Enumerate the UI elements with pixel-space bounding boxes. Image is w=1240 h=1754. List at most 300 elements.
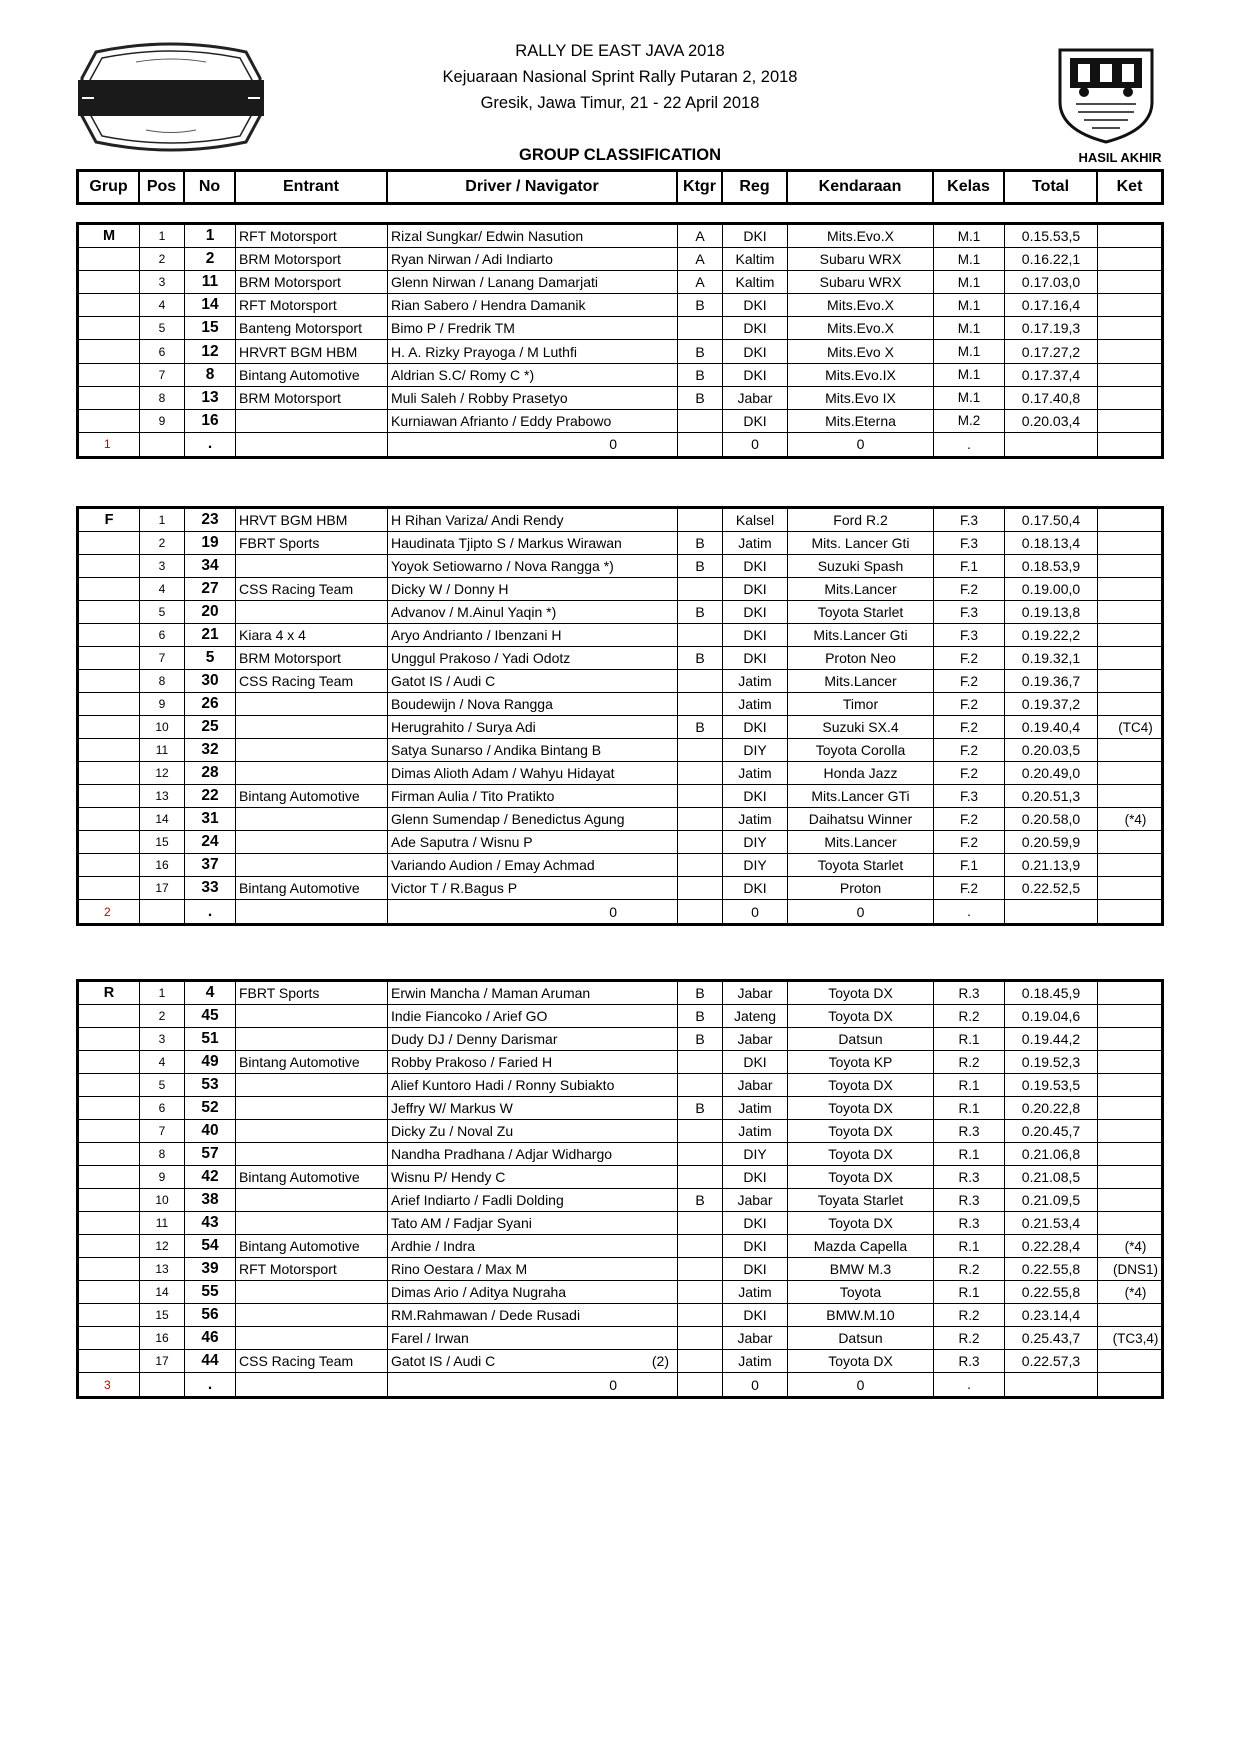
remarks-cell: (*4)	[1124, 1284, 1147, 1300]
driver-navigator-cell	[388, 1189, 678, 1211]
empty-cell	[140, 433, 185, 456]
group-label: M	[79, 225, 140, 247]
car-number-cell: 43	[185, 1212, 236, 1234]
empty-cell	[678, 900, 723, 923]
empty-cell	[678, 433, 723, 456]
total-time-cell: 0.21.08,5	[1005, 1166, 1098, 1188]
group-cell	[79, 831, 140, 853]
group-cell	[79, 555, 140, 577]
driver-navigator-text: Dimas Alioth Adam / Wahyu Hidayat	[391, 765, 615, 781]
vehicle-cell: Datsun	[788, 1327, 934, 1349]
category-cell	[678, 693, 723, 715]
class-cell: R.1	[934, 1028, 1005, 1050]
car-number-cell: 28	[185, 762, 236, 784]
class-cell: F.3	[934, 532, 1005, 554]
col-header-kelas: Kelas	[934, 172, 1005, 202]
region-cell: DIY	[723, 854, 788, 876]
class-cell: F.2	[934, 808, 1005, 830]
footer-reg-cell	[723, 1373, 788, 1396]
position-cell: 1	[140, 509, 185, 531]
footer-driver-cell	[388, 1373, 678, 1396]
region-cell: DKI	[723, 294, 788, 316]
group-cell	[79, 808, 140, 830]
footer-vehicle: 0	[856, 436, 865, 453]
car-number-cell: 38	[185, 1189, 236, 1211]
entrant-cell	[236, 854, 388, 876]
entrant-cell: HRVT BGM HBM	[236, 509, 388, 531]
entrant-cell	[236, 410, 388, 432]
driver-navigator-text: Ade Saputra / Wisnu P	[391, 834, 533, 850]
col-header-total: Total	[1005, 172, 1098, 202]
table-row	[79, 877, 1161, 900]
group-classification-heading: GROUP CLASSIFICATION	[519, 146, 721, 164]
footer-reg: 0	[751, 903, 759, 920]
driver-navigator-text: Gatot IS / Audi C	[391, 1353, 496, 1369]
remarks-cell	[1098, 647, 1161, 669]
class-cell: R.1	[934, 1074, 1005, 1096]
table-row	[79, 532, 1161, 555]
category-cell: A	[678, 248, 723, 270]
table-row	[79, 808, 1161, 831]
total-time-cell: 0.17.27,2	[1005, 340, 1098, 362]
total-time-cell: 0.25.43,7	[1005, 1327, 1098, 1349]
position-cell: 3	[140, 555, 185, 577]
group-cell	[79, 693, 140, 715]
position-cell: 6	[140, 624, 185, 646]
entrant-cell: Banteng Motorsport	[236, 317, 388, 339]
car-number-cell: 34	[185, 555, 236, 577]
vehicle-cell: Daihatsu Winner	[788, 808, 934, 830]
car-number-cell: 2	[185, 248, 236, 270]
driver-navigator-cell	[388, 1120, 678, 1142]
group-index-cell	[79, 433, 140, 456]
position-cell: 2	[140, 532, 185, 554]
category-cell: B	[678, 294, 723, 316]
class-cell: R.3	[934, 1189, 1005, 1211]
driver-navigator-text: Herugrahito / Surya Adi	[391, 719, 536, 735]
category-cell: B	[678, 1028, 723, 1050]
car-number-cell: 14	[185, 294, 236, 316]
footer-no-cell	[185, 433, 236, 456]
entrant-cell	[236, 1304, 388, 1326]
total-time-cell: 0.19.53,5	[1005, 1074, 1098, 1096]
category-cell: B	[678, 364, 723, 386]
entrant-cell: BRM Motorsport	[236, 271, 388, 293]
total-time-cell: 0.15.53,5	[1005, 225, 1098, 247]
driver-navigator-text: Yoyok Setiowarno / Nova Rangga *)	[391, 558, 614, 574]
footer-vehicle-cell	[788, 900, 934, 923]
group-label: R	[79, 982, 140, 1004]
driver-navigator-cell	[388, 1258, 678, 1280]
driver-navigator-text: Unggul Prakoso / Yadi Odotz	[391, 650, 571, 666]
entrant-cell: Kiara 4 x 4	[236, 624, 388, 646]
group-cell	[79, 785, 140, 807]
position-cell: 14	[140, 808, 185, 830]
class-cell: R.3	[934, 1350, 1005, 1372]
position-cell: 11	[140, 739, 185, 761]
group-cell	[79, 532, 140, 554]
car-number-cell: 1	[185, 225, 236, 247]
vehicle-cell: Mits.Lancer	[788, 578, 934, 600]
region-cell: Jabar	[723, 1074, 788, 1096]
car-number-cell: 45	[185, 1005, 236, 1027]
group-cell	[79, 248, 140, 270]
footer-vehicle-cell	[788, 1373, 934, 1396]
entrant-cell: Bintang Automotive	[236, 785, 388, 807]
table-row	[79, 1350, 1161, 1373]
table-row	[79, 982, 1161, 1005]
table-row	[79, 509, 1161, 532]
vehicle-cell: Proton	[788, 877, 934, 899]
position-cell: 9	[140, 693, 185, 715]
empty-cell	[140, 900, 185, 923]
car-number-cell: 21	[185, 624, 236, 646]
empty-cell	[1005, 900, 1098, 923]
footer-class: .	[967, 436, 971, 452]
remarks-cell	[1098, 294, 1161, 316]
category-cell: B	[678, 1189, 723, 1211]
remarks-cell	[1098, 762, 1161, 784]
remarks-cell	[1098, 578, 1161, 600]
driver-navigator-cell	[388, 982, 678, 1004]
driver-navigator-cell	[388, 317, 678, 339]
car-number-cell: 52	[185, 1097, 236, 1119]
event-title: RALLY DE EAST JAVA 2018	[515, 42, 725, 60]
category-cell: B	[678, 716, 723, 738]
car-number-cell: 55	[185, 1281, 236, 1303]
vehicle-cell: Toyota DX	[788, 1097, 934, 1119]
remarks-cell	[1098, 1166, 1161, 1188]
total-time-cell: 0.23.14,4	[1005, 1304, 1098, 1326]
table-row	[79, 1258, 1161, 1281]
category-cell	[678, 739, 723, 761]
category-cell	[678, 317, 723, 339]
remarks-cell	[1098, 1120, 1161, 1142]
class-cell: F.1	[934, 555, 1005, 577]
remarks-cell	[1098, 785, 1161, 807]
vehicle-cell: Mits.Eterna	[788, 410, 934, 432]
position-cell: 7	[140, 1120, 185, 1142]
class-cell: F.2	[934, 762, 1005, 784]
group-cell	[79, 410, 140, 432]
car-number-cell: 49	[185, 1051, 236, 1073]
car-number-cell: 46	[185, 1327, 236, 1349]
group-cell	[79, 1097, 140, 1119]
entrant-cell: Bintang Automotive	[236, 1166, 388, 1188]
category-cell	[678, 1143, 723, 1165]
class-cell: F.2	[934, 716, 1005, 738]
driver-navigator-cell	[388, 1143, 678, 1165]
entrant-cell	[236, 1120, 388, 1142]
category-cell: B	[678, 387, 723, 409]
position-cell: 10	[140, 716, 185, 738]
car-number-cell: 54	[185, 1235, 236, 1257]
class-cell: F.3	[934, 785, 1005, 807]
group-cell	[79, 387, 140, 409]
table-row	[79, 248, 1161, 271]
region-cell: DIY	[723, 1143, 788, 1165]
region-cell: Jatim	[723, 808, 788, 830]
region-cell: DKI	[723, 601, 788, 623]
driver-navigator-text: Jeffry W/ Markus W	[391, 1100, 513, 1116]
driver-navigator-cell	[388, 1235, 678, 1257]
table-row	[79, 1212, 1161, 1235]
driver-navigator-cell	[388, 831, 678, 853]
remarks-cell: (*4)	[1124, 1238, 1147, 1254]
position-cell: 15	[140, 1304, 185, 1326]
total-time-cell: 0.20.45,7	[1005, 1120, 1098, 1142]
total-time-cell: 0.19.40,4	[1005, 716, 1098, 738]
category-cell	[678, 1212, 723, 1234]
class-cell: F.2	[934, 647, 1005, 669]
total-time-cell: 0.20.51,3	[1005, 785, 1098, 807]
remarks-cell	[1098, 739, 1161, 761]
group-cell	[79, 647, 140, 669]
car-number-cell: 33	[185, 877, 236, 899]
position-cell: 17	[140, 877, 185, 899]
driver-navigator-cell	[388, 762, 678, 784]
driver-navigator-text: Victor T / R.Bagus P	[391, 880, 518, 896]
entrant-cell: RFT Motorsport	[236, 294, 388, 316]
remarks-cell	[1098, 1304, 1161, 1326]
group-footer-row	[79, 900, 1161, 923]
total-time-cell: 0.17.37,4	[1005, 364, 1098, 386]
vehicle-cell: Toyota DX	[788, 1143, 934, 1165]
footer-class-cell	[934, 433, 1005, 456]
entrant-cell	[236, 1074, 388, 1096]
position-cell: 12	[140, 762, 185, 784]
table-header	[76, 169, 1164, 205]
entrant-cell	[236, 1005, 388, 1027]
footer-reg-cell	[723, 900, 788, 923]
total-time-cell: 0.17.16,4	[1005, 294, 1098, 316]
position-cell: 4	[140, 1051, 185, 1073]
driver-navigator-text: Muli Saleh / Robby Prasetyo	[391, 389, 568, 406]
group-index: 1	[104, 437, 111, 452]
group-index: 2	[104, 904, 111, 919]
vehicle-cell: Honda Jazz	[788, 762, 934, 784]
car-number-cell: 53	[185, 1074, 236, 1096]
entrant-cell: CSS Racing Team	[236, 1350, 388, 1372]
footer-no: .	[207, 902, 213, 920]
footer-vehicle: 0	[856, 903, 865, 920]
class-cell: R.2	[934, 1258, 1005, 1280]
region-cell: Jatim	[723, 670, 788, 692]
group-cell	[79, 877, 140, 899]
table-row	[79, 739, 1161, 762]
vehicle-cell: Proton Neo	[788, 647, 934, 669]
footer-driver: 0	[609, 436, 617, 453]
final-result-label: HASIL AKHIR	[1078, 150, 1162, 165]
total-time-cell: 0.19.44,2	[1005, 1028, 1098, 1050]
vehicle-cell: Mits.Evo IX	[788, 387, 934, 409]
entrant-cell: Bintang Automotive	[236, 877, 388, 899]
group-cell	[79, 1143, 140, 1165]
region-cell: DKI	[723, 624, 788, 646]
category-cell	[678, 877, 723, 899]
class-cell: M.1	[934, 225, 1005, 247]
class-cell: F.3	[934, 509, 1005, 531]
class-cell: M.1	[934, 294, 1005, 316]
remarks-cell	[1098, 387, 1161, 409]
footer-class: .	[967, 1377, 971, 1392]
car-number-cell: 20	[185, 601, 236, 623]
position-cell: 14	[140, 1281, 185, 1303]
driver-navigator-cell	[388, 1028, 678, 1050]
vehicle-cell: Toyota KP	[788, 1051, 934, 1073]
table-row	[79, 716, 1161, 739]
entrant-cell	[236, 1143, 388, 1165]
class-cell: R.1	[934, 1281, 1005, 1303]
group-footer-row	[79, 1373, 1161, 1396]
region-cell: Jatim	[723, 1097, 788, 1119]
position-cell: 3	[140, 1028, 185, 1050]
driver-navigator-text: H Rihan Variza/ Andi Rendy	[391, 512, 564, 528]
driver-navigator-text: Firman Aulia / Tito Pratikto	[391, 788, 555, 804]
class-cell: R.1	[934, 1097, 1005, 1119]
footer-driver-cell	[388, 433, 678, 456]
region-cell: Jabar	[723, 1327, 788, 1349]
total-time-cell: 0.22.28,4	[1005, 1235, 1098, 1257]
group-index-cell	[79, 900, 140, 923]
col-header-kendaraan: Kendaraan	[788, 172, 934, 202]
category-cell	[678, 854, 723, 876]
position-cell: 7	[140, 647, 185, 669]
table-row	[79, 271, 1161, 294]
driver-navigator-text: Arief Indiarto / Fadli Dolding	[391, 1192, 564, 1208]
class-cell: M.1	[934, 248, 1005, 270]
remarks-cell	[1098, 854, 1161, 876]
car-number-cell: 23	[185, 509, 236, 531]
total-time-cell: 0.17.19,3	[1005, 317, 1098, 339]
driver-navigator-cell	[388, 716, 678, 738]
col-header-ktgr: Ktgr	[678, 172, 723, 202]
class-cell: F.3	[934, 601, 1005, 623]
remarks-cell	[1098, 624, 1161, 646]
group-cell	[79, 1235, 140, 1257]
category-cell: B	[678, 601, 723, 623]
driver-navigator-text: Boudewijn / Nova Rangga	[391, 696, 553, 712]
region-cell: DKI	[723, 364, 788, 386]
class-cell: R.3	[934, 982, 1005, 1004]
driver-navigator-cell	[388, 647, 678, 669]
total-time-cell: 0.21.53,4	[1005, 1212, 1098, 1234]
entrant-cell: BRM Motorsport	[236, 387, 388, 409]
driver-navigator-text: Aldrian S.C/ Romy C *)	[391, 366, 535, 383]
car-number-cell: 42	[185, 1166, 236, 1188]
car-number-cell: 51	[185, 1028, 236, 1050]
footer-class-cell	[934, 900, 1005, 923]
driver-navigator-cell	[388, 1350, 678, 1372]
total-time-cell: 0.22.52,5	[1005, 877, 1098, 899]
vehicle-cell: Mits.Lancer GTi	[788, 785, 934, 807]
vehicle-cell: Toyota DX	[788, 982, 934, 1004]
car-number-cell: 27	[185, 578, 236, 600]
class-cell: R.3	[934, 1166, 1005, 1188]
col-header-entrant: Entrant	[236, 172, 388, 202]
region-cell: Kaltim	[723, 248, 788, 270]
entrant-cell: Bintang Automotive	[236, 1051, 388, 1073]
table-row	[79, 601, 1161, 624]
table-row	[79, 578, 1161, 601]
entrant-cell: FBRT Sports	[236, 982, 388, 1004]
footer-reg-cell	[723, 433, 788, 456]
total-time-cell: 0.19.00,0	[1005, 578, 1098, 600]
category-cell	[678, 1281, 723, 1303]
remarks-cell	[1098, 1028, 1161, 1050]
region-cell: DKI	[723, 877, 788, 899]
driver-navigator-text: Nandha Pradhana / Adjar Widhargo	[391, 1146, 613, 1162]
table-row	[79, 1097, 1161, 1120]
group-cell	[79, 1258, 140, 1280]
class-cell: R.2	[934, 1005, 1005, 1027]
category-cell	[678, 1120, 723, 1142]
entrant-cell: RFT Motorsport	[236, 1258, 388, 1280]
total-time-cell: 0.19.04,6	[1005, 1005, 1098, 1027]
vehicle-cell: Toyota DX	[788, 1212, 934, 1234]
col-header-ket: Ket	[1116, 178, 1143, 195]
car-number-cell: 15	[185, 317, 236, 339]
group-footer-row	[79, 433, 1161, 456]
entrant-cell: HRVRT BGM HBM	[236, 340, 388, 362]
total-time-cell: 0.20.22,8	[1005, 1097, 1098, 1119]
driver-navigator-cell	[388, 1005, 678, 1027]
driver-navigator-text: Glenn Nirwan / Lanang Damarjati	[391, 274, 598, 291]
region-cell: DKI	[723, 340, 788, 362]
category-cell	[678, 509, 723, 531]
rally-de-east-java-logo	[76, 38, 266, 156]
vehicle-cell: Subaru WRX	[788, 271, 934, 293]
car-number-cell: 32	[185, 739, 236, 761]
category-cell: B	[678, 982, 723, 1004]
car-number-cell: 16	[185, 410, 236, 432]
remarks-cell	[1098, 1189, 1161, 1211]
group-cell	[79, 739, 140, 761]
group-cell	[79, 1189, 140, 1211]
category-cell	[678, 808, 723, 830]
position-cell: 2	[140, 1005, 185, 1027]
entrant-cell	[236, 739, 388, 761]
category-cell	[678, 624, 723, 646]
region-cell: DKI	[723, 578, 788, 600]
total-time-cell: 0.19.36,7	[1005, 670, 1098, 692]
footer-no: .	[207, 1375, 213, 1393]
vehicle-cell: Toyota DX	[788, 1074, 934, 1096]
car-number-cell: 37	[185, 854, 236, 876]
total-time-cell: 0.21.13,9	[1005, 854, 1098, 876]
vehicle-cell: Subaru WRX	[788, 248, 934, 270]
col-header-reg: Reg	[723, 172, 788, 202]
region-cell: DKI	[723, 225, 788, 247]
footer-vehicle-cell	[788, 433, 934, 456]
driver-navigator-text: Rizal Sungkar/ Edwin Nasution	[391, 228, 584, 245]
table-row	[79, 854, 1161, 877]
driver-navigator-text: Alief Kuntoro Hadi / Ronny Subiakto	[391, 1077, 615, 1093]
entrant-cell	[236, 1028, 388, 1050]
position-cell: 10	[140, 1189, 185, 1211]
total-time-cell: 0.21.09,5	[1005, 1189, 1098, 1211]
position-cell: 16	[140, 854, 185, 876]
group-cell	[79, 1304, 140, 1326]
driver-navigator-text: Wisnu P/ Hendy C	[391, 1169, 506, 1185]
driver-navigator-cell	[388, 1166, 678, 1188]
col-header-no: No	[185, 172, 236, 202]
sprint-rally-championship-logo	[1054, 44, 1158, 144]
class-cell: R.3	[934, 1212, 1005, 1234]
total-time-cell: 0.18.45,9	[1005, 982, 1098, 1004]
entrant-cell: Bintang Automotive	[236, 364, 388, 386]
driver-navigator-text: Indie Fiancoko / Arief GO	[391, 1008, 548, 1024]
